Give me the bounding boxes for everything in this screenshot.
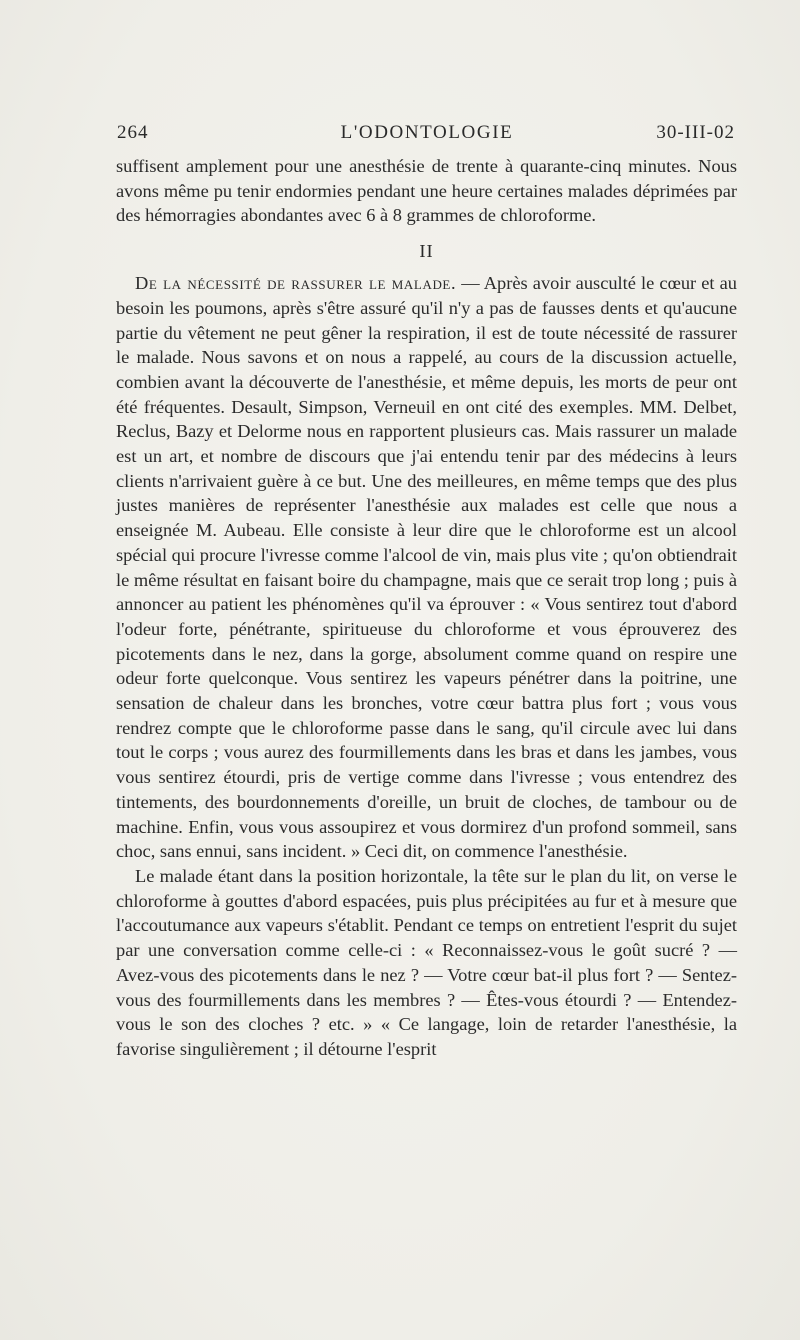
article-body xyxy=(116,154,737,1062)
paragraph-continued: suffisent amplement pour une anesthésie de trente à quarante-cinq minutes. Nous avons même pu tenir endormies pendant une heure certaines malades déprimées par des hémorragies abondantes avec 6 à 8 grammes de chloroforme. xyxy=(116,156,737,226)
issue-date: 30-III-02 xyxy=(656,122,735,143)
section-number: II xyxy=(419,241,434,262)
paragraph-anesthesia-procedure: Le malade étant dans la position horizontale, la tête sur le plan du lit, on verse le chloroforme à gouttes d'abord espacées, puis plus précipitées au fur et à mesure que l'accoutumance aux vapeurs s'établit. Pendant ce temps on entretient l'esprit du sujet par une conversation comme celle-ci : « Reconnaissez-vous le goût sucré ? — Avez-vous des picotements dans le nez ? — Votre cœur bat-il plus fort ? — Sentez-vous des fourmillements dans les membres ? — Êtes-vous étourdi ? — Entendez-vous le son des cloches ? etc. » « Ce langage, loin de retarder l'anesthésie, la favorise singulièrement ; il détourne l'esprit xyxy=(116,865,737,1059)
section-title: De la nécessité de rassurer le malade. xyxy=(135,273,457,294)
section-paragraph xyxy=(116,271,737,864)
running-header xyxy=(117,122,737,148)
journal-title: L'ODONTOLOGIE xyxy=(340,122,514,143)
page-number: 264 xyxy=(117,122,149,143)
section-paragraph-text: — Après avoir ausculté le cœur et au besoin les poumons, après s'être assuré qu'il n'y a pas de fausses dents et qu'aucune partie du vêtement ne peut gêner la respiration, il est de toute nécessité de rassurer le malade. Nous savons et on nous a rappelé, au cours de la discussion actuelle, combien avant la découverte de l'anesthésie, et même depuis, les morts de peur ont été fréquentes. Desault, Simpson, Verneuil en ont cité des exemples. MM. Delbet, Reclus, Bazy et Delorme nous en rapportent plusieurs cas. Mais rassurer un malade est un art, et nombre de discours que j'ai entendu tenir par des médecins à leurs clients n'arrivaient guère à ce but. Une des meilleures, en même temps que des plus justes manières de représenter l'anesthésie aux malades est celle que nous a enseignée M. Aubeau. Elle consiste à leur dire que le chloroforme est un alcool spécial qui procure l'ivresse comme l'alcool de vin, mais plus vite ; qu'on obtiendrait le même résultat en faisant boire du champagne, mais que ce serait trop long ; puis à annoncer au patient les phénomènes qu'il va éprouver : « Vous sentirez tout d'abord l'odeur forte, pénétrante, spiritueuse du chloroforme et vous éprouverez des picotements dans le nez, dans la gorge, absolument comme quand on respire une odeur forte quelconque. Vous sentirez les vapeurs pénétrer dans la poitrine, une sensation de chaleur dans les bronches, votre cœur battra plus fort ; vous vous rendrez compte que le chloroforme passe dans le sang, qu'il circule avec lui dans tout le corps ; vous aurez des fourmillements dans les bras et dans les jambes, vous vous sentirez étourdi, pris de vertige comme dans l'ivresse ; vous entendrez des tintements, des bourdonnements d'oreille, un bruit de cloches, de tambour ou de machine. Enfin, vous vous assoupirez et vous dormirez d'un profond sommeil, sans choc, sans ennui, sans incident. » Ceci dit, on commence l'anesthésie. xyxy=(116,273,737,862)
